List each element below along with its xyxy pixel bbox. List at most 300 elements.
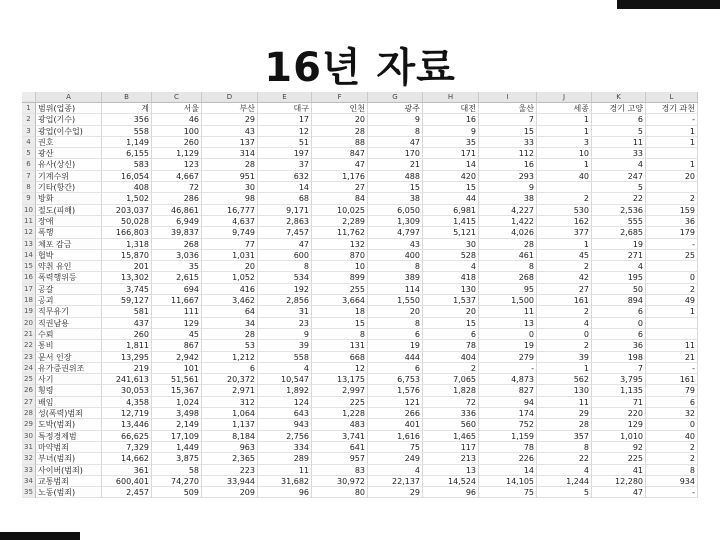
value-cell[interactable]: 1,129 [152, 148, 202, 159]
value-cell[interactable]: 39 [258, 340, 312, 351]
value-cell[interactable]: 6,949 [152, 216, 202, 227]
value-cell[interactable]: 418 [423, 272, 479, 283]
value-cell[interactable]: 4 [258, 363, 312, 374]
value-cell[interactable]: 131 [312, 340, 368, 351]
value-cell[interactable]: 17 [258, 114, 312, 125]
value-cell[interactable]: - [646, 114, 698, 125]
value-cell[interactable]: 1,828 [423, 385, 479, 396]
value-cell[interactable]: 94 [479, 397, 537, 408]
value-cell[interactable]: 2,863 [258, 216, 312, 227]
value-cell[interactable]: 대구 [258, 103, 312, 114]
value-cell[interactable]: 401 [368, 419, 423, 430]
value-cell[interactable]: 11 [258, 465, 312, 476]
value-cell[interactable]: 534 [258, 272, 312, 283]
value-cell[interactable]: - [646, 487, 698, 498]
value-cell[interactable]: 260 [102, 329, 152, 340]
value-cell[interactable]: 15 [312, 318, 368, 329]
value-cell[interactable]: 16 [479, 159, 537, 170]
value-cell[interactable]: 255 [312, 284, 368, 295]
value-cell[interactable]: 88 [312, 137, 368, 148]
value-cell[interactable]: 444 [368, 352, 423, 363]
value-cell[interactable]: 25 [646, 250, 698, 261]
value-cell[interactable]: 20 [423, 306, 479, 317]
column-header-k[interactable]: K [592, 92, 646, 102]
value-cell[interactable]: 334 [258, 442, 312, 453]
value-cell[interactable]: 241,613 [102, 374, 152, 385]
value-cell[interactable]: - [646, 239, 698, 250]
value-cell[interactable]: 600,401 [102, 476, 152, 487]
value-cell[interactable]: 1,244 [537, 476, 592, 487]
value-cell[interactable]: 44 [423, 193, 479, 204]
value-cell[interactable]: 10,025 [312, 205, 368, 216]
value-cell[interactable]: 14 [258, 182, 312, 193]
value-cell[interactable]: 13,302 [102, 272, 152, 283]
value-cell[interactable]: 45 [537, 250, 592, 261]
value-cell[interactable]: 2 [423, 363, 479, 374]
value-cell[interactable]: 33 [479, 137, 537, 148]
value-cell[interactable]: 38 [479, 193, 537, 204]
value-cell[interactable]: 7,065 [423, 374, 479, 385]
category-cell[interactable]: 광업(기수) [36, 114, 102, 125]
value-cell[interactable]: 98 [202, 193, 258, 204]
value-cell[interactable]: 72 [152, 182, 202, 193]
value-cell[interactable]: - [479, 363, 537, 374]
value-cell[interactable]: 광주 [368, 103, 423, 114]
value-cell[interactable]: 19 [479, 340, 537, 351]
value-cell[interactable]: 7 [479, 114, 537, 125]
row-number[interactable]: 19 [22, 306, 36, 317]
value-cell[interactable]: 1,616 [368, 431, 423, 442]
value-cell[interactable]: 1,024 [152, 397, 202, 408]
value-cell[interactable]: 2 [646, 193, 698, 204]
value-cell[interactable]: 58 [152, 465, 202, 476]
row-number[interactable]: 31 [22, 442, 36, 453]
category-cell[interactable]: 배임 [36, 397, 102, 408]
value-cell[interactable]: 47 [258, 239, 312, 250]
value-cell[interactable]: 0 [479, 329, 537, 340]
category-cell[interactable]: 기타(항간) [36, 182, 102, 193]
value-cell[interactable]: 1,159 [479, 431, 537, 442]
value-cell[interactable]: 40 [537, 171, 592, 182]
value-cell[interactable]: 1,010 [592, 431, 646, 442]
category-cell[interactable]: 기계수위 [36, 171, 102, 182]
value-cell[interactable]: 74,270 [152, 476, 202, 487]
value-cell[interactable]: 16,054 [102, 171, 152, 182]
value-cell[interactable]: 0 [646, 419, 698, 430]
category-cell[interactable]: 권호 [36, 137, 102, 148]
value-cell[interactable]: 2,942 [152, 352, 202, 363]
value-cell[interactable]: 47 [592, 487, 646, 498]
value-cell[interactable]: 8 [368, 126, 423, 137]
value-cell[interactable]: 293 [479, 171, 537, 182]
value-cell[interactable]: 3,664 [312, 295, 368, 306]
category-cell[interactable]: 교통범죄 [36, 476, 102, 487]
value-cell[interactable]: 641 [312, 442, 368, 453]
value-cell[interactable]: 201 [102, 261, 152, 272]
value-cell[interactable]: 75 [368, 442, 423, 453]
value-cell[interactable]: 1,228 [312, 408, 368, 419]
value-cell[interactable]: 9 [479, 182, 537, 193]
row-number[interactable]: 6 [22, 159, 36, 170]
value-cell[interactable]: 20 [646, 171, 698, 182]
value-cell[interactable]: 울산 [479, 103, 537, 114]
value-cell[interactable]: 38 [368, 193, 423, 204]
value-cell[interactable]: 3,741 [312, 431, 368, 442]
value-cell[interactable]: 0 [537, 329, 592, 340]
category-cell[interactable]: 문서 인장 [36, 352, 102, 363]
value-cell[interactable]: 11,667 [152, 295, 202, 306]
value-cell[interactable]: 36 [646, 216, 698, 227]
value-cell[interactable]: 6 [592, 114, 646, 125]
value-cell[interactable]: 20 [368, 306, 423, 317]
value-cell[interactable]: 558 [102, 126, 152, 137]
value-cell[interactable]: 13,175 [312, 374, 368, 385]
row-number[interactable]: 34 [22, 476, 36, 487]
value-cell[interactable]: 2,149 [152, 419, 202, 430]
value-cell[interactable]: 1,212 [202, 352, 258, 363]
value-cell[interactable]: 2,756 [258, 431, 312, 442]
value-cell[interactable]: 1 [537, 126, 592, 137]
value-cell[interactable]: 209 [202, 487, 258, 498]
value-cell[interactable]: 3,036 [152, 250, 202, 261]
value-cell[interactable]: 223 [202, 465, 258, 476]
value-cell[interactable]: 483 [312, 419, 368, 430]
value-cell[interactable]: 8 [537, 442, 592, 453]
value-cell[interactable]: 558 [258, 352, 312, 363]
value-cell[interactable]: 9,171 [258, 205, 312, 216]
value-cell[interactable]: 6,050 [368, 205, 423, 216]
value-cell[interactable]: 137 [202, 137, 258, 148]
value-cell[interactable]: 11 [592, 137, 646, 148]
value-cell[interactable]: 530 [537, 205, 592, 216]
value-cell[interactable]: 30,053 [102, 385, 152, 396]
value-cell[interactable]: 29 [537, 408, 592, 419]
row-number[interactable]: 13 [22, 239, 36, 250]
category-cell[interactable]: 체포 감금 [36, 239, 102, 250]
value-cell[interactable]: 9 [423, 126, 479, 137]
value-cell[interactable]: 2 [537, 261, 592, 272]
value-cell[interactable]: 174 [479, 408, 537, 419]
value-cell[interactable]: 957 [312, 453, 368, 464]
value-cell[interactable]: 4 [537, 465, 592, 476]
value-cell[interactable]: 6 [423, 329, 479, 340]
value-cell[interactable]: 1,500 [479, 295, 537, 306]
value-cell[interactable]: 1 [646, 137, 698, 148]
value-cell[interactable]: 2,457 [102, 487, 152, 498]
value-cell[interactable]: 289 [258, 453, 312, 464]
value-cell[interactable]: 2 [646, 453, 698, 464]
value-cell[interactable]: 643 [258, 408, 312, 419]
value-cell[interactable]: 10 [312, 261, 368, 272]
value-cell[interactable]: 83 [312, 465, 368, 476]
value-cell[interactable] [646, 329, 698, 340]
value-cell[interactable]: 50,028 [102, 216, 152, 227]
value-cell[interactable]: 23 [258, 318, 312, 329]
value-cell[interactable]: 1,137 [202, 419, 258, 430]
value-cell[interactable] [646, 182, 698, 193]
value-cell[interactable]: 19 [592, 239, 646, 250]
value-cell[interactable]: 2,971 [202, 385, 258, 396]
value-cell[interactable]: 9 [258, 329, 312, 340]
value-cell[interactable]: 36 [592, 340, 646, 351]
value-cell[interactable]: 1,318 [102, 239, 152, 250]
value-cell[interactable]: 161 [537, 295, 592, 306]
value-cell[interactable]: 461 [479, 250, 537, 261]
value-cell[interactable]: 5 [592, 126, 646, 137]
value-cell[interactable]: 7,329 [102, 442, 152, 453]
value-cell[interactable]: 7,457 [258, 227, 312, 238]
value-cell[interactable]: 29 [202, 114, 258, 125]
value-cell[interactable]: 부산 [202, 103, 258, 114]
value-cell[interactable]: 78 [423, 340, 479, 351]
value-cell[interactable]: 53 [202, 340, 258, 351]
value-cell[interactable]: 22 [592, 193, 646, 204]
value-cell[interactable]: 4 [592, 261, 646, 272]
value-cell[interactable]: 75 [479, 487, 537, 498]
value-cell[interactable]: 3,875 [152, 453, 202, 464]
value-cell[interactable]: 4 [423, 261, 479, 272]
value-cell[interactable]: 1,422 [479, 216, 537, 227]
value-cell[interactable]: 12 [312, 363, 368, 374]
value-cell[interactable]: 14 [423, 159, 479, 170]
value-cell[interactable]: 72 [423, 397, 479, 408]
value-cell[interactable]: 1,892 [258, 385, 312, 396]
value-cell[interactable]: 268 [152, 239, 202, 250]
value-cell[interactable]: 213 [423, 453, 479, 464]
value-cell[interactable]: 21 [368, 159, 423, 170]
value-cell[interactable]: 1,149 [102, 137, 152, 148]
value-cell[interactable]: 249 [368, 453, 423, 464]
category-cell[interactable]: 폭행 [36, 227, 102, 238]
column-header-c[interactable]: C [152, 92, 202, 102]
value-cell[interactable]: 66,625 [102, 431, 152, 442]
value-cell[interactable]: 668 [312, 352, 368, 363]
value-cell[interactable]: 2,856 [258, 295, 312, 306]
value-cell[interactable]: 129 [152, 318, 202, 329]
value-cell[interactable]: 15 [423, 318, 479, 329]
value-cell[interactable]: 28 [202, 159, 258, 170]
value-cell[interactable]: 5 [592, 182, 646, 193]
value-cell[interactable]: 159 [646, 205, 698, 216]
value-cell[interactable]: 77 [202, 239, 258, 250]
value-cell[interactable]: 2 [537, 306, 592, 317]
category-cell[interactable]: 폭력행위등 [36, 272, 102, 283]
value-cell[interactable]: 1,031 [202, 250, 258, 261]
value-cell[interactable]: 32 [646, 408, 698, 419]
value-cell[interactable]: 847 [312, 148, 368, 159]
value-cell[interactable]: 827 [479, 385, 537, 396]
value-cell[interactable]: 963 [202, 442, 258, 453]
row-number[interactable]: 20 [22, 318, 36, 329]
value-cell[interactable]: 3,745 [102, 284, 152, 295]
value-cell[interactable]: 4,873 [479, 374, 537, 385]
value-cell[interactable]: 3,795 [592, 374, 646, 385]
category-cell[interactable]: 광산 [36, 148, 102, 159]
value-cell[interactable]: 6 [368, 363, 423, 374]
category-cell[interactable]: 직권남용 [36, 318, 102, 329]
value-cell[interactable]: 894 [592, 295, 646, 306]
value-cell[interactable]: 179 [646, 227, 698, 238]
value-cell[interactable]: 271 [592, 250, 646, 261]
column-header-j[interactable]: J [537, 92, 592, 102]
value-cell[interactable]: 555 [592, 216, 646, 227]
value-cell[interactable]: 8 [479, 261, 537, 272]
value-cell[interactable]: 8 [368, 318, 423, 329]
row-number[interactable]: 21 [22, 329, 36, 340]
value-cell[interactable]: 1,550 [368, 295, 423, 306]
value-cell[interactable]: 4 [537, 318, 592, 329]
value-cell[interactable]: 171 [423, 148, 479, 159]
row-number[interactable]: 28 [22, 408, 36, 419]
column-header-a[interactable]: A [36, 92, 102, 102]
value-cell[interactable]: 14,524 [423, 476, 479, 487]
column-header-f[interactable]: F [312, 92, 368, 102]
value-cell[interactable]: 121 [368, 397, 423, 408]
value-cell[interactable]: 870 [312, 250, 368, 261]
value-cell[interactable]: 130 [537, 385, 592, 396]
value-cell[interactable]: 28 [537, 419, 592, 430]
value-cell[interactable]: 1,415 [423, 216, 479, 227]
category-cell[interactable]: 부녀(범죄) [36, 453, 102, 464]
value-cell[interactable]: 260 [152, 137, 202, 148]
value-cell[interactable]: 10,547 [258, 374, 312, 385]
row-number[interactable]: 18 [22, 295, 36, 306]
value-cell[interactable]: 세종 [537, 103, 592, 114]
value-cell[interactable]: 377 [537, 227, 592, 238]
value-cell[interactable]: 29 [368, 487, 423, 498]
value-cell[interactable]: 170 [368, 148, 423, 159]
value-cell[interactable]: 560 [423, 419, 479, 430]
value-cell[interactable]: 39 [537, 352, 592, 363]
category-cell[interactable]: 사이버(범죄) [36, 465, 102, 476]
value-cell[interactable]: 92 [592, 442, 646, 453]
value-cell[interactable]: 279 [479, 352, 537, 363]
value-cell[interactable]: 1,537 [423, 295, 479, 306]
value-cell[interactable]: 13 [423, 465, 479, 476]
column-header-i[interactable]: I [479, 92, 537, 102]
value-cell[interactable]: 27 [537, 284, 592, 295]
value-cell[interactable]: 408 [102, 182, 152, 193]
value-cell[interactable]: 0 [646, 272, 698, 283]
value-cell[interactable]: 78 [479, 442, 537, 453]
value-cell[interactable]: 1 [537, 239, 592, 250]
value-cell[interactable]: 336 [423, 408, 479, 419]
value-cell[interactable]: 8 [258, 261, 312, 272]
value-cell[interactable]: 1,309 [368, 216, 423, 227]
value-cell[interactable]: 437 [102, 318, 152, 329]
row-number[interactable]: 25 [22, 374, 36, 385]
category-cell[interactable]: 특정경제범 [36, 431, 102, 442]
value-cell[interactable]: 2 [646, 284, 698, 295]
value-cell[interactable]: 226 [479, 453, 537, 464]
value-cell[interactable]: 12 [258, 126, 312, 137]
value-cell[interactable]: 30 [202, 182, 258, 193]
value-cell[interactable]: 11 [537, 397, 592, 408]
value-cell[interactable]: 30 [423, 239, 479, 250]
row-number[interactable]: 12 [22, 227, 36, 238]
value-cell[interactable]: 40 [646, 431, 698, 442]
value-cell[interactable]: 30,972 [312, 476, 368, 487]
value-cell[interactable]: 9 [368, 114, 423, 125]
value-cell[interactable]: 286 [152, 193, 202, 204]
value-cell[interactable]: 314 [202, 148, 258, 159]
value-cell[interactable]: 198 [592, 352, 646, 363]
value-cell[interactable]: 34 [202, 318, 258, 329]
value-cell[interactable]: 15 [368, 182, 423, 193]
value-cell[interactable]: 84 [312, 193, 368, 204]
value-cell[interactable]: 33 [592, 148, 646, 159]
value-cell[interactable]: 11 [646, 340, 698, 351]
value-cell[interactable]: 47 [312, 159, 368, 170]
value-cell[interactable]: 27 [312, 182, 368, 193]
value-cell[interactable]: 59,127 [102, 295, 152, 306]
value-cell[interactable]: 16 [423, 114, 479, 125]
value-cell[interactable]: 2,289 [312, 216, 368, 227]
value-cell[interactable]: 2,365 [202, 453, 258, 464]
category-cell[interactable]: 공갈 [36, 284, 102, 295]
value-cell[interactable]: 31 [258, 306, 312, 317]
value-cell[interactable]: 13 [479, 318, 537, 329]
row-number[interactable]: 11 [22, 216, 36, 227]
value-cell[interactable]: 13,295 [102, 352, 152, 363]
column-header-l[interactable]: L [646, 92, 698, 102]
value-cell[interactable]: 488 [368, 171, 423, 182]
value-cell[interactable]: 1,576 [368, 385, 423, 396]
value-cell[interactable]: 35 [152, 261, 202, 272]
value-cell[interactable]: 357 [537, 431, 592, 442]
value-cell[interactable]: 21 [646, 352, 698, 363]
value-cell[interactable]: 4,797 [368, 227, 423, 238]
value-cell[interactable]: 6 [646, 397, 698, 408]
row-number[interactable]: 5 [22, 148, 36, 159]
category-cell[interactable]: 광업(이수업) [36, 126, 102, 137]
value-cell[interactable]: 195 [592, 272, 646, 283]
row-number[interactable]: 35 [22, 487, 36, 498]
column-header-g[interactable]: G [368, 92, 423, 102]
value-cell[interactable]: 562 [537, 374, 592, 385]
value-cell[interactable]: 6 [368, 329, 423, 340]
value-cell[interactable]: 80 [312, 487, 368, 498]
value-cell[interactable]: 39,837 [152, 227, 202, 238]
value-cell[interactable]: 6 [592, 306, 646, 317]
value-cell[interactable]: 400 [368, 250, 423, 261]
value-cell[interactable]: 43 [368, 239, 423, 250]
value-cell[interactable]: 46,861 [152, 205, 202, 216]
category-cell[interactable]: 장애 [36, 216, 102, 227]
row-number[interactable]: 30 [22, 431, 36, 442]
value-cell[interactable]: 51,561 [152, 374, 202, 385]
value-cell[interactable]: 266 [368, 408, 423, 419]
value-cell[interactable]: 934 [646, 476, 698, 487]
value-cell[interactable]: 71 [592, 397, 646, 408]
value-cell[interactable]: 694 [152, 284, 202, 295]
value-cell[interactable]: 2,997 [312, 385, 368, 396]
value-cell[interactable]: 20 [202, 261, 258, 272]
value-cell[interactable]: 130 [423, 284, 479, 295]
row-number[interactable]: 24 [22, 363, 36, 374]
value-cell[interactable]: 752 [479, 419, 537, 430]
value-cell[interactable]: 22,137 [368, 476, 423, 487]
value-cell[interactable]: 35 [423, 137, 479, 148]
value-cell[interactable]: 1,176 [312, 171, 368, 182]
value-cell[interactable]: 1 [537, 363, 592, 374]
value-cell[interactable]: 100 [152, 126, 202, 137]
row-number[interactable]: 9 [22, 193, 36, 204]
value-cell[interactable]: 4,667 [152, 171, 202, 182]
value-cell[interactable]: 2,536 [592, 205, 646, 216]
value-cell[interactable]: 867 [152, 340, 202, 351]
value-cell[interactable]: 247 [592, 171, 646, 182]
